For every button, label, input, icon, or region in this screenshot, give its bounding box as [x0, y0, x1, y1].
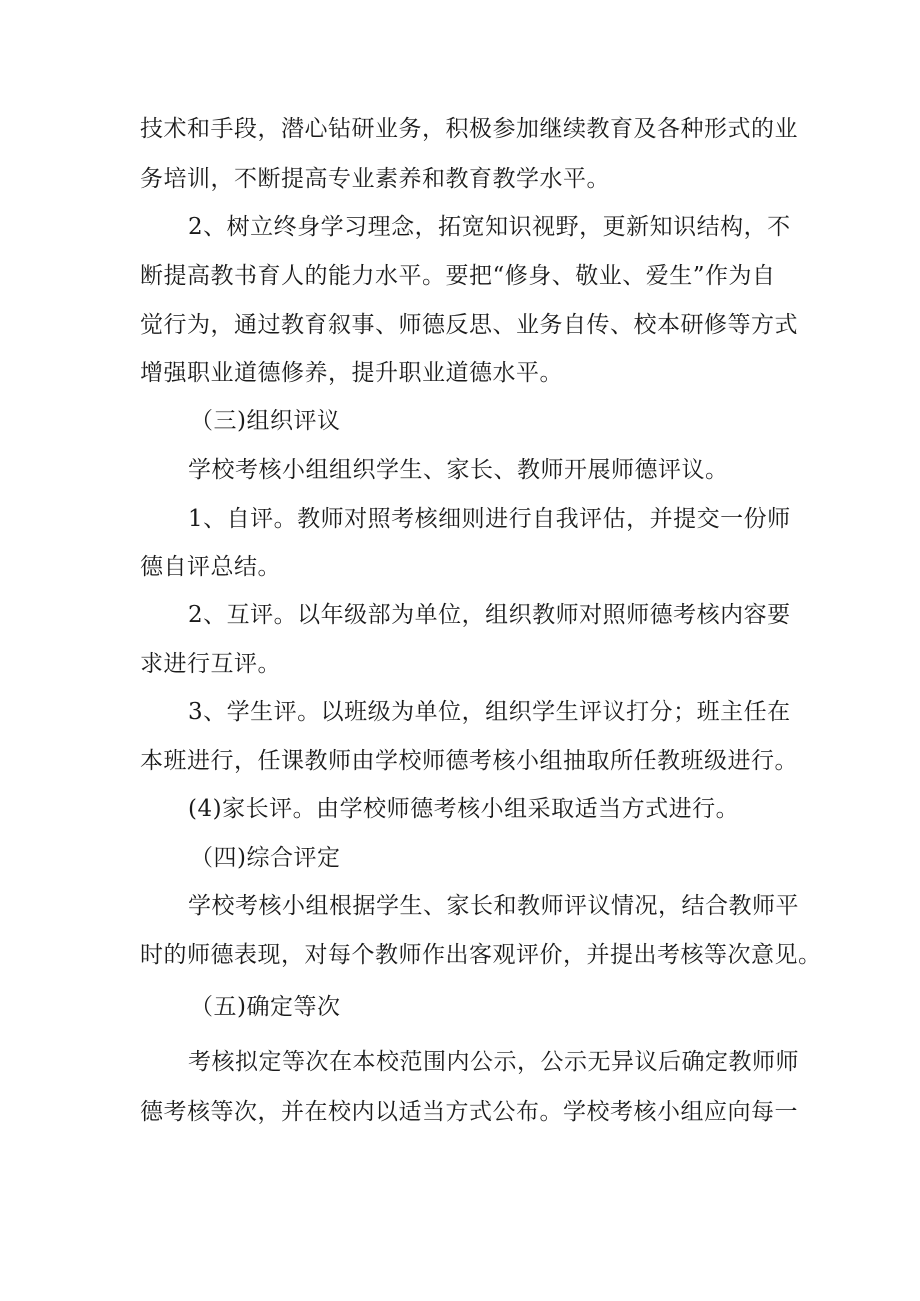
- paragraph-line: 2、互评。以年级部为单位，组织教师对照师德考核内容要: [188, 602, 791, 628]
- paragraph-line: 考核拟定等次在本校范围内公示，公示无异议后确定教师师: [188, 1049, 799, 1075]
- paragraph-line: 觉行为，通过教育叙事、师德反思、业务自传、校本研修等方式: [140, 312, 798, 338]
- paragraph-line: 学校考核小组组织学生、家长、教师开展师德评议。: [188, 457, 729, 483]
- paragraph-line: 断提高教书育人的能力水平。要把“修身、敬业、爱生”作为自: [140, 263, 776, 289]
- paragraph-line: 求进行互评。: [140, 651, 281, 677]
- paragraph-line: 学校考核小组根据学生、家长和教师评议情况，结合教师平: [188, 893, 799, 919]
- paragraph-line: 3、学生评。以班级为单位，组织学生评议打分；班主任在: [188, 699, 791, 725]
- paragraph-line: 技术和手段，潜心钻研业务，积极参加继续教育及各种形式的业: [140, 116, 798, 142]
- paragraph-line: 本班进行，任课教师由学校师德考核小组抽取所任教班级进行。: [140, 748, 798, 774]
- paragraph-line: 2、树立终身学习理念，拓宽知识视野，更新知识结构，不: [188, 214, 791, 240]
- section-heading: （三)组织评议: [190, 408, 341, 434]
- paragraph-line: 时的师德表现，对每个教师作出客观评价，并提出考核等次意见。: [140, 942, 822, 968]
- paragraph-line: (4)家长评。由学校师德考核小组采取适当方式进行。: [188, 796, 740, 822]
- paragraph-line: 增强职业道德修养，提升职业道德水平。: [140, 360, 563, 386]
- paragraph-line: 务培训，不断提高专业素养和教育教学水平。: [140, 166, 610, 192]
- paragraph-line: 德自评总结。: [140, 554, 281, 580]
- section-heading: （四)综合评定: [190, 845, 341, 871]
- paragraph-line: 1、自评。教师对照考核细则进行自我评估，并提交一份师: [188, 506, 791, 532]
- section-heading: （五)确定等次: [190, 994, 341, 1020]
- paragraph-line: 德考核等次，并在校内以适当方式公布。学校考核小组应向每一: [140, 1099, 798, 1125]
